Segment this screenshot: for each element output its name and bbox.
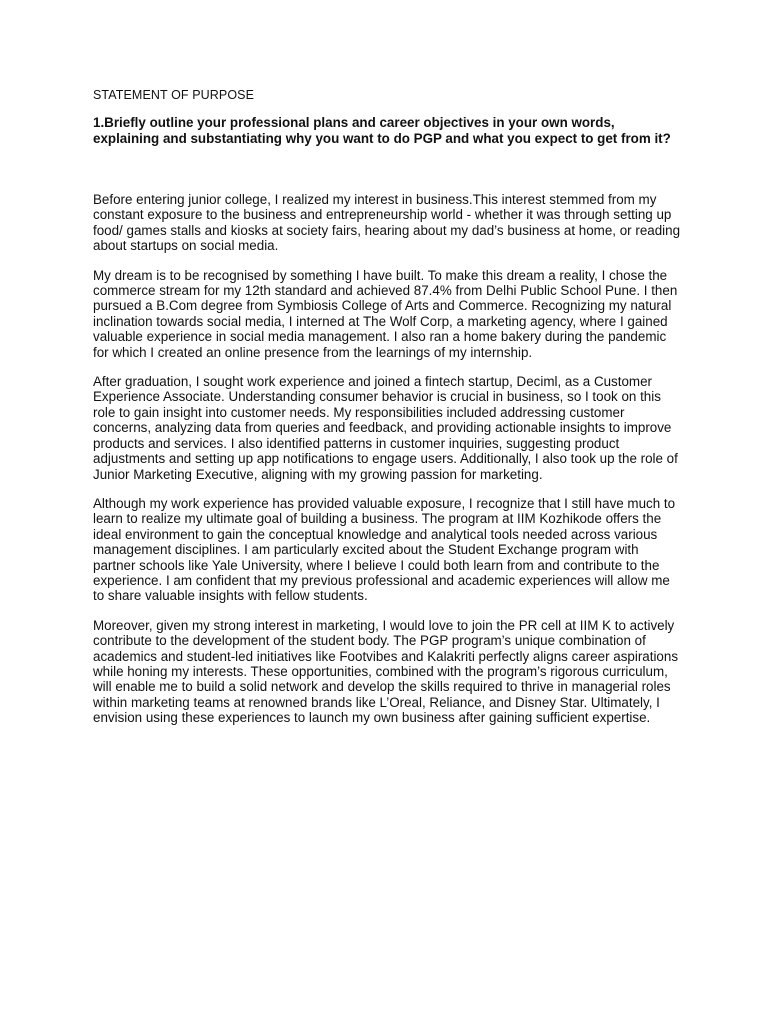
- document-body: [93, 192, 683, 740]
- paragraph-2: My dream is to be recognised by something I have built. To make this dream a reality, I chose the commerce stream for my 12th standard and achieved 87.4% from Delhi Public School Pune. I then pursued a B.Com degree from Symbiosis College of Arts and Commerce. Recognizing my natural inclination towards social media, I interned at The Wolf Corp, a marketing agency, where I gained valuable experience in social media management. I also ran a home bakery during the pandemic for which I created an online presence from the learnings of my internship.: [93, 267, 678, 360]
- paragraph-5: Moreover, given my strong interest in marketing, I would love to join the PR cell at IIM K to actively contribute to the development of the student body. The PGP program’s unique combination of academics and student-led initiatives like Footvibes and Kalakriti perfectly aligns career aspirations while honing my interests. These opportunities, combined with the program’s rigorous curriculum, will enable me to build a solid network and develop the skills required to thrive in managerial roles within marketing teams at renowned brands like L’Oreal, Reliance, and Disney Star. Ultimately, I envision using these experiences to launch my own business after gaining sufficient expertise.: [93, 617, 679, 726]
- paragraph-4: Although my work experience has provided valuable exposure, I recognize that I still have much to learn to realize my ultimate goal of building a business. The program at IIM Kozhikode offers the ideal environment to gain the conceptual knowledge and analytical tools needed across various management disciplines. I am particularly excited about the Student Exchange program with partner schools like Yale University, where I believe I could both learn from and contribute to the experience. I am confident that my previous professional and academic experiences will allow me to share valuable insights with fellow students.: [93, 495, 676, 604]
- document-heading: STATEMENT OF PURPOSE: [93, 88, 255, 102]
- question-text: 1.Briefly outline your professional plans and career objectives in your own words, explaining and substantiating why you want to do PGP and what you expect to get from it?: [93, 115, 671, 146]
- paragraph-3: After graduation, I sought work experience and joined a fintech startup, Deciml, as a Customer Experience Associate. Understanding consumer behavior is crucial in business, so I took on this role to gain insight into customer needs. My responsibilities included addressing customer concerns, analyzing data from queries and feedback, and providing actionable insights to improve products and services. I also identified patterns in customer inquiries, suggesting product adjustments and setting up app notifications to engage users. Additionally, I also took up the role of Junior Marketing Executive, aligning with my growing passion for marketing.: [93, 374, 678, 482]
- paragraph-1: Before entering junior college, I realized my interest in business.This interest stemmed from my constant exposure to the business and entrepreneurship world - whether it was through setting up food/ games stalls and kiosks at society fairs, hearing about my dad’s business at home, or reading about startups on social media.: [93, 192, 681, 254]
